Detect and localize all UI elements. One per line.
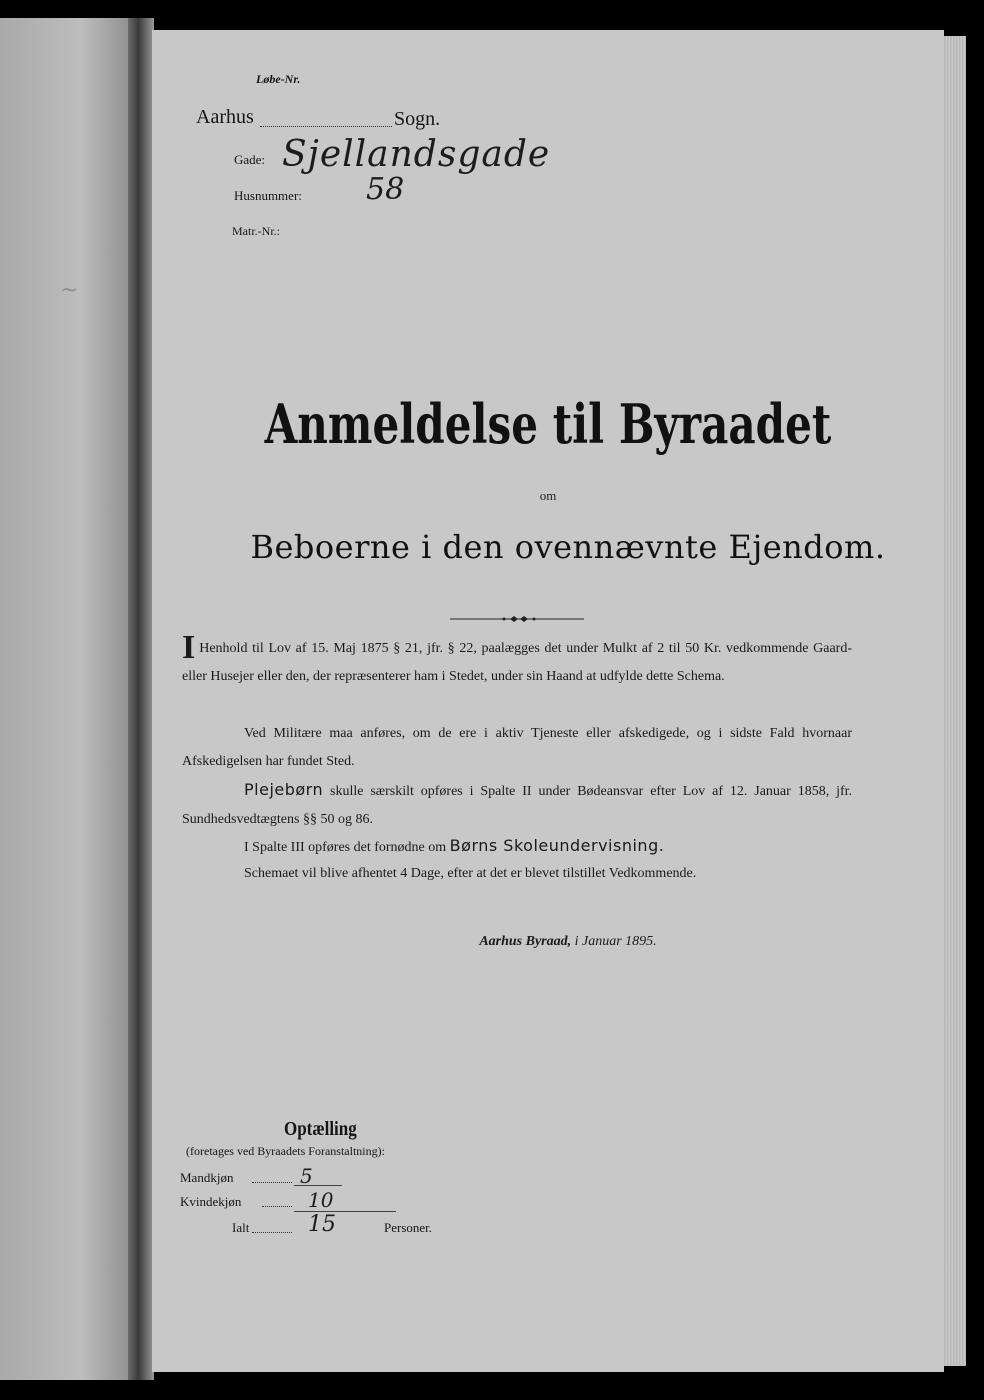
husnummer-value: 58	[366, 172, 405, 207]
husnummer-label: Husnummer:	[234, 188, 302, 203]
left-page-script-line: ~	[60, 278, 79, 303]
total-label: Ialt	[232, 1220, 250, 1235]
p3-text: skulle særskilt opføres i Spalte II under Bødeansvar efter Lov af 12. Januar 1858, jfr. Sundhedsvedtægtens §§ 50 og 86.	[182, 784, 853, 827]
p1-text: Henhold til Lov af 15. Maj 1875 § 21, jfr. § 22, paalægges det under Mulkt af 2 til 50 Kr. vedkommende Gaard- eller Husejer eller den, der repræsenterer ham i Stedet, under sin Haand at udfylde dette Schema.	[182, 641, 852, 684]
sogn-label: Sogn.	[394, 108, 441, 130]
count-heading: Optælling	[284, 1118, 357, 1140]
p4-pre: I Spalte III opføres det fornødne om	[244, 840, 447, 855]
male-underline	[294, 1185, 342, 1186]
matr-label: Matr.-Nr.:	[232, 224, 280, 238]
count-subheading: (foretages ved Byraadets Foranstaltning):	[186, 1144, 385, 1158]
document-page	[152, 30, 944, 1372]
instruction-paragraph-4	[182, 832, 852, 862]
instruction-paragraph-3	[182, 776, 852, 834]
ornament-divider	[450, 613, 584, 625]
signature-line	[152, 934, 964, 950]
female-label: Kvindekjøn	[180, 1194, 242, 1209]
gade-value: Sjellandsgade	[282, 134, 551, 175]
signature-date: i Januar 1895.	[574, 934, 657, 949]
aarhus-label: Aarhus	[196, 106, 254, 128]
signature-place: Aarhus Byraad,	[479, 934, 572, 949]
persons-label: Personer.	[384, 1220, 433, 1235]
instruction-paragraph-1	[182, 629, 852, 691]
drop-cap: I	[182, 629, 196, 666]
book-gutter	[128, 18, 154, 1380]
total-dots	[252, 1232, 292, 1233]
om-connector: om	[539, 488, 557, 503]
instruction-paragraph-5	[182, 860, 852, 888]
p3-lead: Plejebørn	[244, 780, 324, 799]
gade-label: Gade:	[234, 152, 266, 167]
male-dots	[252, 1182, 292, 1183]
p5-text: Schemaet vil blive afhentet 4 Dage, efter at det er blevet tilstillet Vedkommende.	[244, 866, 697, 881]
lobe-nr-label: Løbe-Nr.	[256, 72, 301, 86]
female-value: 10	[308, 1188, 334, 1212]
male-value: 5	[300, 1164, 313, 1188]
female-dots	[262, 1206, 292, 1207]
page-stack-edge	[942, 36, 966, 1366]
total-value: 15	[308, 1212, 336, 1237]
page-title: Anmeldelse til Byraadet	[264, 392, 832, 456]
sogn-dotted-line	[260, 126, 392, 127]
page-subtitle: Beboerne i den ovennævnte Ejendom.	[250, 528, 886, 566]
male-label: Mandkjøn	[180, 1170, 234, 1185]
p4-spaced: Børns Skoleundervisning.	[449, 836, 665, 855]
instruction-paragraph-2	[182, 720, 852, 776]
left-facing-page	[0, 18, 135, 1380]
p2-text: Ved Militære maa anføres, om de ere i aktiv Tjeneste eller afskedigede, og i sidste Fald hvornaar Afskedigelsen har fundet Sted.	[182, 726, 852, 769]
